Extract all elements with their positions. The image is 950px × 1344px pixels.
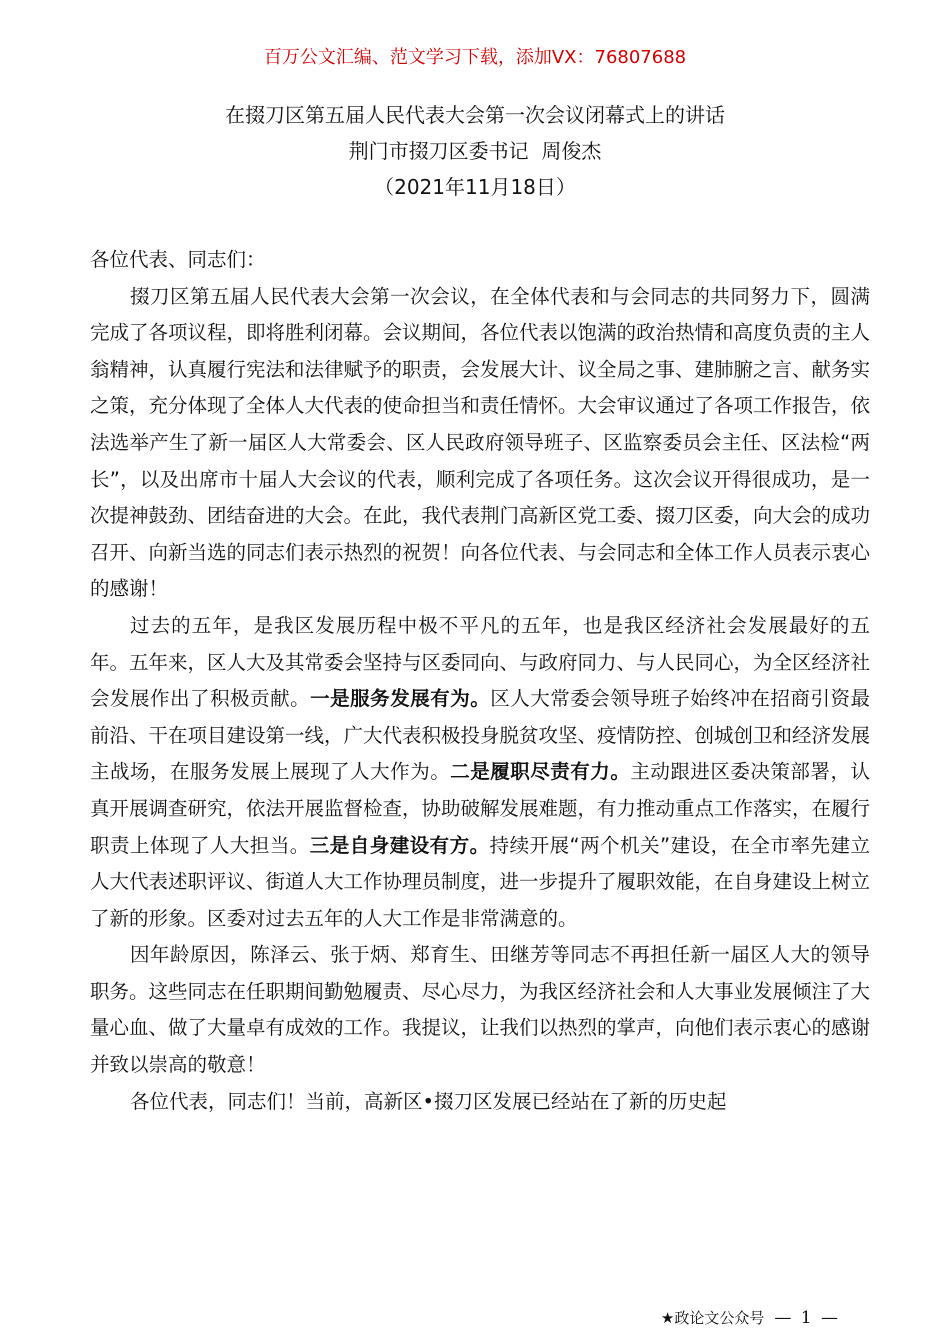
page-footer bbox=[661, 1306, 840, 1330]
paragraph-2-part-3: 持续开展“两个机关”建设，在全市率先建立人大代表述职评议、街道人大工作协理员制度，进一步提升了履职效能，在自身建设上树立了新的形象。区委对过去五年的人大工作是非常满意的。 bbox=[90, 833, 871, 930]
paragraph-2 bbox=[90, 608, 870, 937]
salutation: 各位代表、同志们： bbox=[90, 248, 266, 271]
speech-body bbox=[90, 242, 870, 1120]
speech-author: 荆门市掇刀区委书记 周俊杰 bbox=[348, 139, 602, 163]
speech-title: 在掇刀区第五届人民代表大会第一次会议闭幕式上的讲话 bbox=[225, 103, 725, 127]
paragraph-4: 各位代表，同志们！当前，高新区•掇刀区发展已经站在了新的历史起 bbox=[130, 1089, 727, 1113]
footer-source: ★政论文公众号 bbox=[660, 1309, 765, 1327]
paragraph-3: 因年龄原因，陈泽云、张于炳、郑育生、田继芳等同志不再担任新一届区人大的领导职务。这些同志在任职期间勤勉履责、尽心尽力，为我区经济社会和人大事业发展倾注了大量心血、做了大量卓有成效的工作。我提议，让我们以热烈的掌声，向他们表示衷心的感谢并致以崇高的敬意！ bbox=[90, 943, 871, 1077]
paragraph-2-part-2: 主动跟进区委决策部署，认真开展调查研究，依法开展监督检查，协助破解发展难题，有力推动重点工作落实，在履行职责上体现了人大担当。 bbox=[90, 760, 871, 857]
highlight-2: 二是履职尽责有力。 bbox=[450, 760, 631, 784]
paragraph-2-part-1: 区人大常委会领导班子始终冲在招商引资最前沿、干在项目建设第一线，广大代表积极投身脱贫攻坚、疫情防控、创城创卫和经济发展主战场，在服务发展上展现了人大作为。 bbox=[90, 687, 871, 784]
title-block bbox=[0, 97, 950, 205]
paragraph-2-intro: 过去的五年，是我区发展历程中极不平凡的五年，也是我区经济社会发展最好的五年。五年来，区人大及其常委会坚持与区委同向、与政府同力、与人民同心，为全区经济社会发展作出了积极贡献。 bbox=[90, 613, 871, 711]
highlight-3: 三是自身建设有方。 bbox=[309, 833, 490, 857]
paragraph-1: 掇刀区第五届人民代表大会第一次会议，在全体代表和与会同志的共同努力下，圆满完成了各项议程，即将胜利闭幕。会议期间，各位代表以饱满的政治热情和高度负责的主人翁精神，认真履行宪法和法律赋予的职责，会发展大计、议全局之事、建肺腑之言、献务实之策，充分体现了全体人大代表的使命担当和责任情怀。大会审议通过了各项工作报告，依法选举产生了新一届区人大常委会、区人民政府领导班子、区监察委员会主任、区法检“两长”，以及出席市十届人大会议的代表，顺利完成了各项任务。这次会议开得很成功，是一次提神鼓劲、团结奋进的大会。在此，我代表荆门高新区党工委、掇刀区委，向大会的成功召开、向新当选的同志们表示热烈的祝贺！向各位代表、与会同志和全体工作人员表示衷心的感谢！ bbox=[90, 284, 871, 601]
highlight-1: 一是服务发展有为。 bbox=[310, 687, 491, 711]
watermark-text: 百万公文汇编、范文学习下载，添加VX：76807688 bbox=[263, 47, 687, 68]
page-number: — 1 — bbox=[774, 1308, 840, 1328]
speech-date: （2021年11月18日） bbox=[374, 175, 576, 199]
